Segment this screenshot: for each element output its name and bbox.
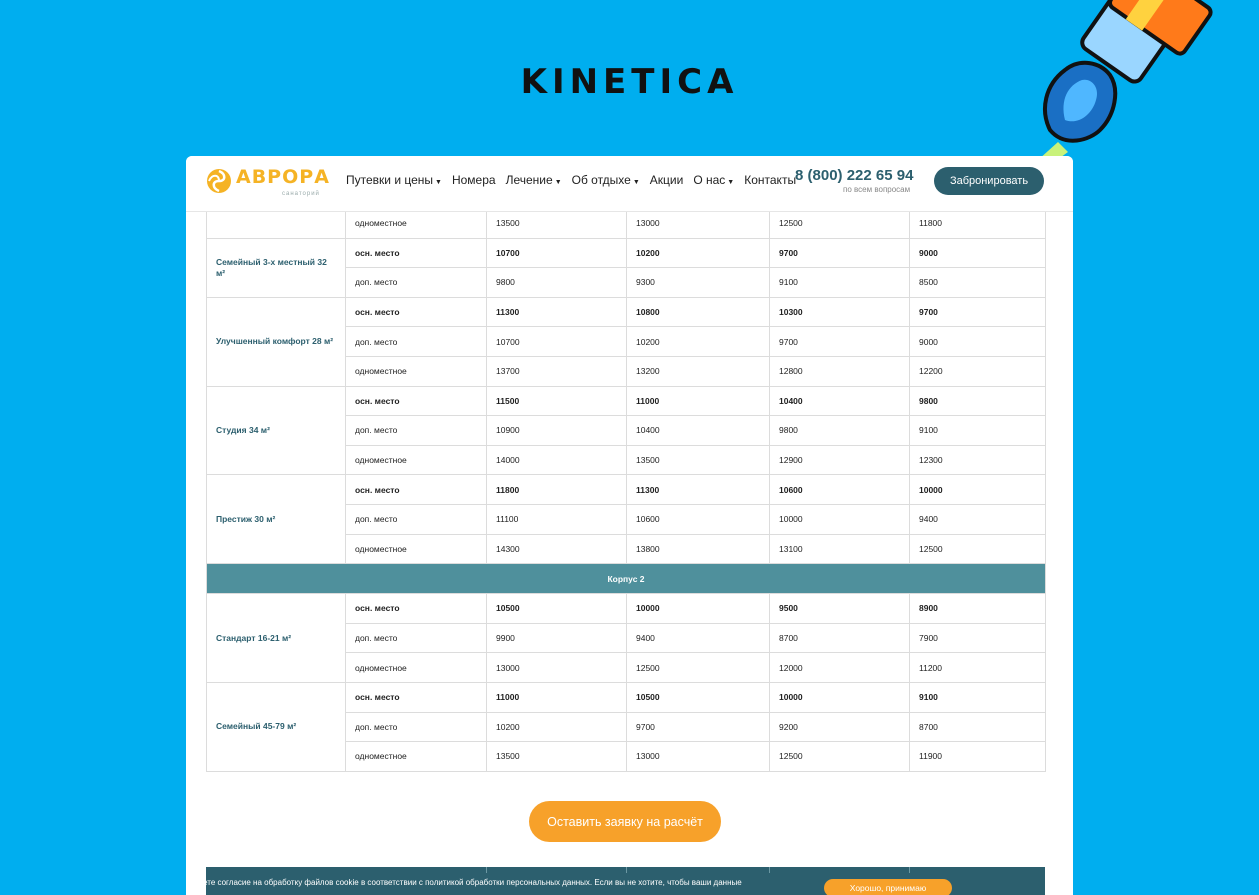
table-row	[207, 238, 1046, 268]
caret-down-icon: ▼	[435, 179, 442, 186]
placement-type-cell: осн. место	[346, 238, 487, 268]
price-cell: 14000	[487, 445, 627, 475]
placement-type-cell: осн. место	[346, 594, 487, 624]
cookie-accept-button[interactable]: Хорошо, принимаю	[824, 879, 952, 895]
placement-type-cell: одноместное	[346, 534, 487, 564]
section-heading: Корпус 2	[207, 564, 1046, 594]
menu-item[interactable]	[650, 173, 684, 187]
menu-item-label: Путевки и цены	[346, 173, 434, 187]
paint-brush-illustration	[1020, 0, 1259, 175]
column-divider	[626, 867, 627, 873]
price-cell: 10700	[487, 327, 627, 357]
price-cell: 11800	[910, 209, 1046, 239]
price-cell: 10600	[627, 504, 770, 534]
price-cell: 11000	[487, 682, 627, 712]
room-name-cell: Студия 34 м²	[207, 386, 346, 475]
price-cell: 14300	[487, 534, 627, 564]
price-cell: 9100	[910, 416, 1046, 446]
room-name-cell: Улучшенный комфорт 28 м²	[207, 297, 346, 386]
price-cell: 9700	[770, 238, 910, 268]
price-cell: 10500	[487, 594, 627, 624]
price-cell: 13200	[627, 356, 770, 386]
placement-type-cell: одноместное	[346, 356, 487, 386]
caret-down-icon: ▼	[727, 179, 735, 186]
price-cell: 9100	[910, 682, 1046, 712]
menu-item-label: Лечение	[505, 173, 553, 187]
placement-type-cell: доп. место	[346, 327, 487, 357]
price-cell: 11200	[910, 653, 1046, 683]
menu-item[interactable]	[744, 173, 796, 187]
caret-down-icon: ▼	[632, 179, 640, 186]
price-cell: 11100	[487, 504, 627, 534]
price-cell: 13700	[487, 356, 627, 386]
price-cell: 9800	[487, 268, 627, 298]
price-cell: 13500	[487, 209, 627, 239]
placement-type-cell: доп. место	[346, 623, 487, 653]
price-cell: 11300	[487, 297, 627, 327]
price-cell: 10200	[487, 712, 627, 742]
price-cell: 9300	[627, 268, 770, 298]
placement-type-cell: одноместное	[346, 209, 487, 239]
price-cell: 10200	[627, 238, 770, 268]
price-cell: 12000	[770, 653, 910, 683]
column-divider	[486, 867, 487, 873]
menu-item[interactable]	[693, 173, 734, 187]
placement-type-cell: осн. место	[346, 682, 487, 712]
price-cell: 10500	[627, 682, 770, 712]
price-cell: 9700	[627, 712, 770, 742]
table-row	[207, 475, 1046, 505]
placement-type-cell: доп. место	[346, 504, 487, 534]
price-cell: 9000	[910, 327, 1046, 357]
price-cell: 10200	[627, 327, 770, 357]
logo-subtitle: санаторий	[282, 191, 320, 197]
price-cell: 11800	[487, 475, 627, 505]
book-button[interactable]: Забронировать	[934, 167, 1044, 195]
price-cell: 10400	[770, 386, 910, 416]
price-cell: 10000	[627, 594, 770, 624]
price-cell: 10000	[770, 504, 910, 534]
main-menu	[346, 156, 806, 204]
price-cell: 12500	[910, 534, 1046, 564]
placement-type-cell: доп. место	[346, 416, 487, 446]
phone-caption: по всем вопросам	[843, 185, 911, 194]
price-cell: 10000	[910, 475, 1046, 505]
price-cell: 12500	[770, 209, 910, 239]
site-header	[186, 156, 1073, 212]
price-cell: 12900	[770, 445, 910, 475]
phone-number[interactable]: 8 (800) 222 65 94	[795, 167, 914, 184]
price-cell: 9800	[770, 416, 910, 446]
price-cell: 9400	[627, 623, 770, 653]
price-cell: 9100	[770, 268, 910, 298]
price-cell: 9500	[770, 594, 910, 624]
column-divider	[909, 867, 910, 873]
menu-item[interactable]	[506, 173, 562, 187]
menu-item-label: Контакты	[744, 173, 797, 187]
placement-type-cell: одноместное	[346, 742, 487, 772]
menu-item-label: О нас	[693, 173, 726, 187]
table-row	[207, 594, 1046, 624]
logo-swirl-icon	[206, 168, 232, 194]
price-table-container	[206, 208, 1045, 772]
placement-type-cell: осн. место	[346, 386, 487, 416]
table-row	[207, 564, 1046, 594]
price-cell: 13800	[627, 534, 770, 564]
placement-type-cell: доп. место	[346, 268, 487, 298]
caret-down-icon: ▼	[554, 179, 562, 186]
logo[interactable]	[206, 166, 330, 197]
price-cell: 12800	[770, 356, 910, 386]
menu-item-label: Номера	[451, 173, 496, 187]
price-cell: 12200	[910, 356, 1046, 386]
placement-type-cell: одноместное	[346, 445, 487, 475]
room-name-cell: Семейный 3-х местный 32 м²	[207, 238, 346, 297]
price-cell: 13000	[487, 653, 627, 683]
table-row	[207, 297, 1046, 327]
placement-type-cell: осн. место	[346, 475, 487, 505]
price-cell: 13000	[627, 742, 770, 772]
price-cell: 10000	[770, 682, 910, 712]
request-calculation-button[interactable]: Оставить заявку на расчёт	[529, 801, 721, 842]
table-row	[207, 386, 1046, 416]
price-cell: 12500	[770, 742, 910, 772]
menu-item-label: Акции	[649, 173, 684, 187]
cookie-text: ы даете согласие на обработку файлов cookie в соответствии с политикой обработки персональных данных. Если вы не хотите, чтобы ваши данные	[186, 878, 742, 887]
menu-item-label: Об отдыхе	[571, 173, 631, 187]
placement-type-cell: осн. место	[346, 297, 487, 327]
room-name-cell: Престиж 30 м²	[207, 475, 346, 564]
price-cell: 12500	[627, 653, 770, 683]
menu-item[interactable]	[346, 173, 442, 187]
price-cell: 10300	[770, 297, 910, 327]
price-cell: 11000	[627, 386, 770, 416]
room-name-cell: Семейный 45-79 м²	[207, 682, 346, 771]
placement-type-cell: одноместное	[346, 653, 487, 683]
price-cell: 7900	[910, 623, 1046, 653]
price-cell: 9200	[770, 712, 910, 742]
price-cell: 13500	[627, 445, 770, 475]
price-cell: 9700	[770, 327, 910, 357]
site-card	[186, 156, 1073, 895]
price-cell: 8700	[770, 623, 910, 653]
price-cell: 10600	[770, 475, 910, 505]
price-cell: 11500	[487, 386, 627, 416]
price-cell: 8900	[910, 594, 1046, 624]
price-table	[206, 208, 1046, 772]
price-cell: 10400	[627, 416, 770, 446]
room-name-cell: Стандарт 16-21 м²	[207, 594, 346, 683]
price-cell: 10900	[487, 416, 627, 446]
price-cell: 13100	[770, 534, 910, 564]
price-cell: 8500	[910, 268, 1046, 298]
price-cell: 9800	[910, 386, 1046, 416]
menu-item[interactable]	[452, 173, 496, 187]
price-cell: 9400	[910, 504, 1046, 534]
price-cell: 9000	[910, 238, 1046, 268]
table-row	[207, 209, 1046, 239]
price-cell: 12300	[910, 445, 1046, 475]
price-cell: 13500	[487, 742, 627, 772]
price-cell: 11300	[627, 475, 770, 505]
cookie-banner	[186, 877, 1073, 895]
placement-type-cell: доп. место	[346, 712, 487, 742]
brand-title: KINETICA	[520, 62, 739, 102]
column-divider	[769, 867, 770, 873]
price-cell: 13000	[627, 209, 770, 239]
logo-text: АВРОРА	[236, 166, 330, 188]
menu-item[interactable]	[572, 173, 640, 187]
room-name-cell	[207, 209, 346, 239]
price-cell: 10800	[627, 297, 770, 327]
price-cell: 9700	[910, 297, 1046, 327]
price-cell: 8700	[910, 712, 1046, 742]
table-row	[207, 682, 1046, 712]
price-cell: 9900	[487, 623, 627, 653]
price-cell: 10700	[487, 238, 627, 268]
price-cell: 11900	[910, 742, 1046, 772]
